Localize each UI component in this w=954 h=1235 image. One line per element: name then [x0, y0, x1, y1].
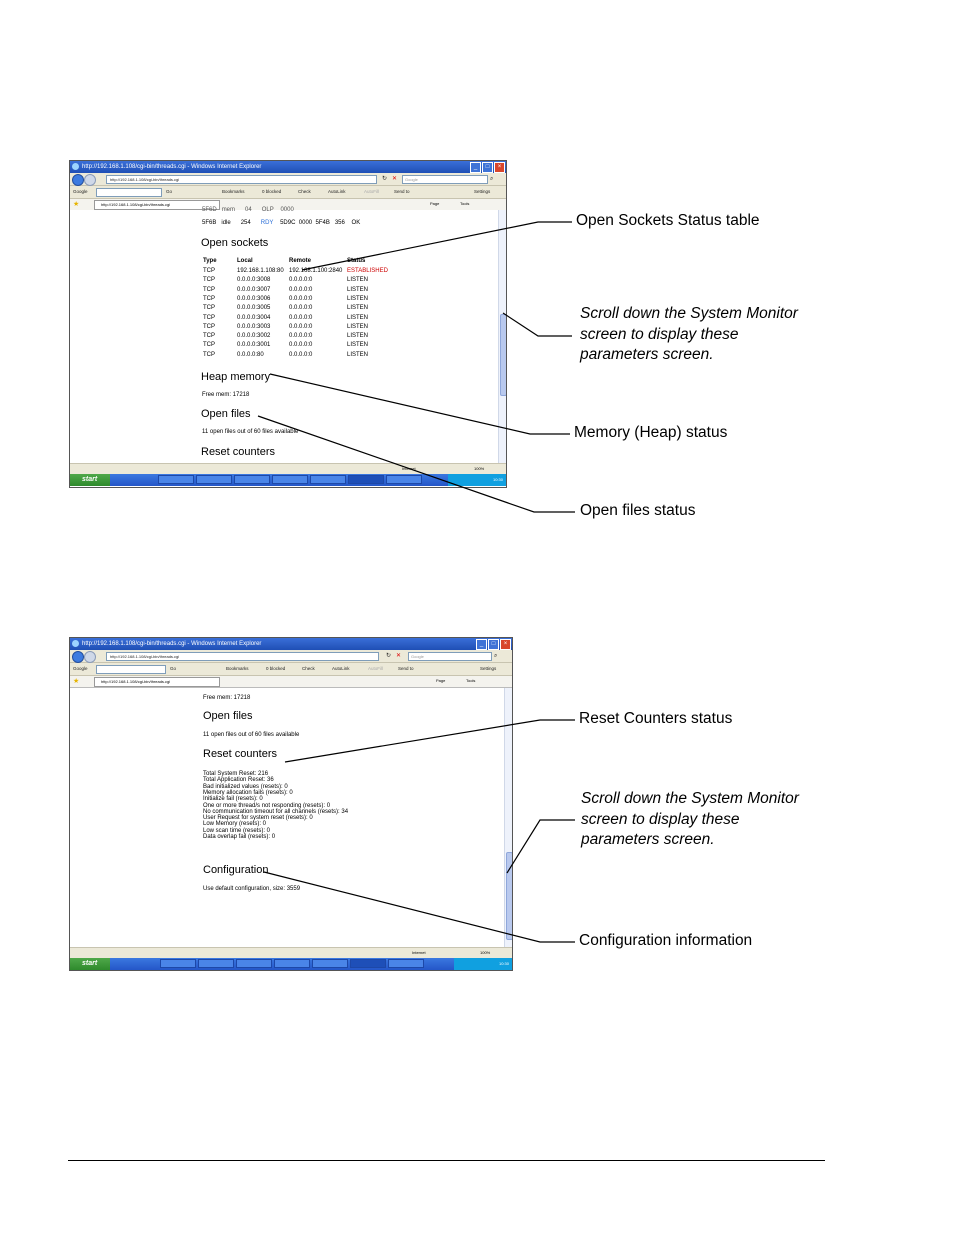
callout-scroll-2: Scroll down the System Monitor screen to display these parameters screen. — [581, 790, 799, 848]
maximize-button[interactable]: □ — [488, 639, 499, 650]
socket-remote: 0.0.0.0:0 — [289, 342, 313, 349]
autolink-button[interactable]: AutoLink — [332, 666, 350, 671]
refresh-icon[interactable]: ↻ — [386, 653, 392, 659]
socket-status: LISTEN — [347, 342, 369, 349]
internet-zone-label: Internet — [412, 950, 426, 955]
page-menu[interactable]: Page — [430, 201, 440, 206]
close-button[interactable]: × — [494, 162, 505, 173]
tools-menu[interactable]: Tools — [460, 201, 470, 206]
minimize-button[interactable]: _ — [476, 639, 487, 650]
search-icon[interactable]: ⌕ — [490, 176, 494, 182]
bookmarks-button[interactable]: Bookmarks — [222, 189, 245, 194]
google-label: Google — [73, 666, 88, 671]
socket-local: 0.0.0.0:3006 — [237, 295, 271, 302]
settings-button[interactable]: Settings — [480, 666, 497, 671]
socket-remote: 0.0.0.0:0 — [289, 333, 313, 340]
reset-counter-line: One or more thread/s not responding (resets): 0 — [203, 802, 331, 809]
reset-counter-line: Bad initialized values (resets): 0 — [203, 783, 288, 790]
socket-type: TCP — [203, 342, 215, 349]
refresh-icon[interactable]: ↻ — [382, 176, 388, 182]
google-label: Google — [73, 189, 88, 194]
socket-local: 0.0.0.0:3007 — [237, 286, 271, 293]
socket-type: TCP — [203, 277, 215, 284]
open-files-heading: Open files — [203, 710, 253, 722]
thread-row-cut: 5F6D mem 04 OLP 0000 — [202, 207, 294, 213]
close-button[interactable]: × — [500, 639, 511, 650]
callout-scroll-1: Scroll down the System Monitor screen to display these parameters screen. — [580, 305, 798, 363]
reset-counter-line: Low scan time (resets): 0 — [203, 827, 271, 834]
start-button[interactable]: start — [70, 958, 110, 970]
callout-memory: Memory (Heap) status — [574, 424, 728, 441]
bookmarks-button[interactable]: Bookmarks — [226, 666, 249, 671]
reset-counter-line: Initialize fail (resets): 0 — [203, 796, 263, 803]
reset-counter-line: No communication timeout for all channels (resets): 34 — [203, 808, 349, 815]
callout-line-scroll-2 — [507, 820, 575, 873]
socket-type: TCP — [203, 295, 215, 302]
socket-status: LISTEN — [347, 314, 369, 321]
socket-local: 0.0.0.0:3008 — [237, 277, 271, 284]
footer-rule — [68, 1160, 825, 1161]
socket-local: 192.168.1.108:80 — [237, 268, 284, 274]
socket-status: LISTEN — [347, 323, 369, 330]
socket-local: 0.0.0.0:3001 — [237, 342, 271, 349]
autofill-button[interactable]: AutoFill — [364, 189, 380, 194]
socket-status: LISTEN — [347, 295, 369, 302]
clock: 10:30 — [498, 961, 509, 966]
tab-threads[interactable]: http://192.168.1.108/cgi-bin/threads.cgi — [94, 677, 220, 687]
socket-type: TCP — [203, 314, 215, 321]
callout-line-memory — [270, 374, 570, 434]
socket-remote: 0.0.0.0:0 — [289, 314, 313, 321]
configuration-text: Use default configuration, size: 3559 — [203, 886, 301, 892]
reset-counter-line: Total Application Reset: 36 — [203, 777, 274, 784]
callout-open-sockets: Open Sockets Status table — [576, 212, 760, 229]
callout-open-files: Open files status — [580, 502, 696, 519]
favorites-star-icon[interactable]: ★ — [73, 678, 80, 685]
sockets-header-row: Type Local Remote Status — [203, 258, 366, 264]
configuration-heading: Configuration — [203, 864, 269, 876]
tools-menu[interactable]: Tools — [466, 678, 476, 683]
address-input[interactable]: http://192.168.1.108/cgi-bin/threads.cgi — [106, 652, 379, 661]
socket-remote: 0.0.0.0:0 — [289, 323, 313, 330]
socket-status: LISTEN — [347, 305, 369, 312]
go-button[interactable]: Go — [170, 666, 177, 671]
blocked-button[interactable]: 0 blocked — [266, 666, 286, 671]
socket-remote: 192.168.1.100:2840 — [289, 268, 343, 274]
socket-type: TCP — [203, 351, 215, 358]
socket-local: 0.0.0.0:3003 — [237, 323, 271, 330]
callout-line-open-sockets — [302, 222, 572, 270]
maximize-button[interactable]: □ — [482, 162, 493, 173]
tab-threads[interactable]: http://192.168.1.108/cgi-bin/threads.cgi — [94, 200, 220, 210]
clock: 10:30 — [492, 477, 503, 482]
heap-memory-heading: Heap memory — [201, 371, 271, 383]
callout-configuration: Configuration information — [579, 932, 753, 949]
search-icon[interactable]: ⌕ — [494, 653, 498, 659]
open-sockets-heading: Open sockets — [201, 237, 269, 249]
go-button[interactable]: Go — [166, 189, 173, 194]
reset-counter-line: Low Memory (resets): 0 — [203, 821, 267, 828]
check-button[interactable]: Check — [302, 666, 315, 671]
socket-remote: 0.0.0.0:0 — [289, 277, 313, 284]
minimize-button[interactable]: _ — [470, 162, 481, 173]
socket-status: ESTABLISHED — [347, 268, 388, 274]
window-title: http://192.168.1.108/cgi-bin/threads.cgi - Windows Internet Explorer — [82, 164, 262, 170]
reset-counters-heading: Reset counters — [201, 446, 275, 458]
socket-local: 0.0.0.0:80 — [237, 351, 264, 358]
stop-icon[interactable]: ✕ — [396, 653, 402, 659]
zoom-level[interactable]: 100% — [480, 950, 491, 955]
reset-counter-line: Memory allocation fails (resets): 0 — [203, 789, 293, 796]
socket-remote: 0.0.0.0:0 — [289, 351, 313, 358]
socket-remote: 0.0.0.0:0 — [289, 295, 313, 302]
thread-row: 5F6B idle 254 RDY 5D9C 0000 5F4B 356 OK — [202, 220, 361, 226]
callout-line-open-files — [258, 416, 575, 512]
zoom-level[interactable]: 100% — [474, 466, 485, 471]
check-button[interactable]: Check — [298, 189, 311, 194]
send-to-button[interactable]: Send to — [394, 189, 410, 194]
open-files-text: 11 open files out of 60 files available — [203, 732, 300, 738]
socket-local: 0.0.0.0:3004 — [237, 314, 271, 321]
socket-remote: 0.0.0.0:0 — [289, 305, 313, 312]
free-mem-text: Free mem: 17218 — [202, 392, 250, 398]
search-input[interactable]: Google — [402, 175, 488, 184]
socket-status: LISTEN — [347, 351, 369, 358]
favorites-star-icon[interactable]: ★ — [73, 201, 80, 208]
socket-status: LISTEN — [347, 333, 369, 340]
autolink-button[interactable]: AutoLink — [328, 189, 346, 194]
address-input[interactable]: http://192.168.1.108/cgi-bin/threads.cgi — [106, 175, 377, 184]
socket-type: TCP — [203, 305, 215, 312]
start-button[interactable]: start — [70, 474, 110, 486]
search-input[interactable]: Google — [408, 652, 492, 661]
callout-line-reset — [285, 720, 575, 762]
socket-type: TCP — [203, 286, 215, 293]
stop-icon[interactable]: ✕ — [392, 176, 398, 182]
socket-status: LISTEN — [347, 277, 369, 284]
send-to-button[interactable]: Send to — [398, 666, 414, 671]
reset-counters-heading: Reset counters — [203, 748, 277, 760]
autofill-button[interactable]: AutoFill — [368, 666, 384, 671]
window-title: http://192.168.1.108/cgi-bin/threads.cgi - Windows Internet Explorer — [82, 641, 262, 647]
reset-counter-line: Total System Reset: 216 — [203, 771, 269, 777]
socket-type: TCP — [203, 333, 215, 340]
reset-counter-line: Data overlap fail (resets): 0 — [203, 834, 276, 840]
internet-zone-label: Internet — [402, 466, 416, 471]
open-files-heading: Open files — [201, 408, 251, 420]
socket-remote: 0.0.0.0:0 — [289, 286, 313, 293]
open-files-text: 11 open files out of 60 files available — [202, 429, 299, 435]
callout-line-configuration — [264, 872, 575, 942]
settings-button[interactable]: Settings — [474, 189, 491, 194]
reset-counter-line: User Request for system reset (resets): 0 — [203, 815, 313, 822]
page-menu[interactable]: Page — [436, 678, 446, 683]
socket-type: TCP — [203, 323, 215, 330]
blocked-button[interactable]: 0 blocked — [262, 189, 282, 194]
socket-type: TCP — [203, 268, 215, 274]
callout-line-scroll-1 — [503, 313, 572, 336]
callout-reset-counters: Reset Counters status — [579, 710, 733, 727]
socket-local: 0.0.0.0:3002 — [237, 333, 271, 340]
free-mem-text: Free mem: 17218 — [203, 695, 251, 701]
socket-status: LISTEN — [347, 286, 369, 293]
socket-local: 0.0.0.0:3005 — [237, 305, 271, 312]
